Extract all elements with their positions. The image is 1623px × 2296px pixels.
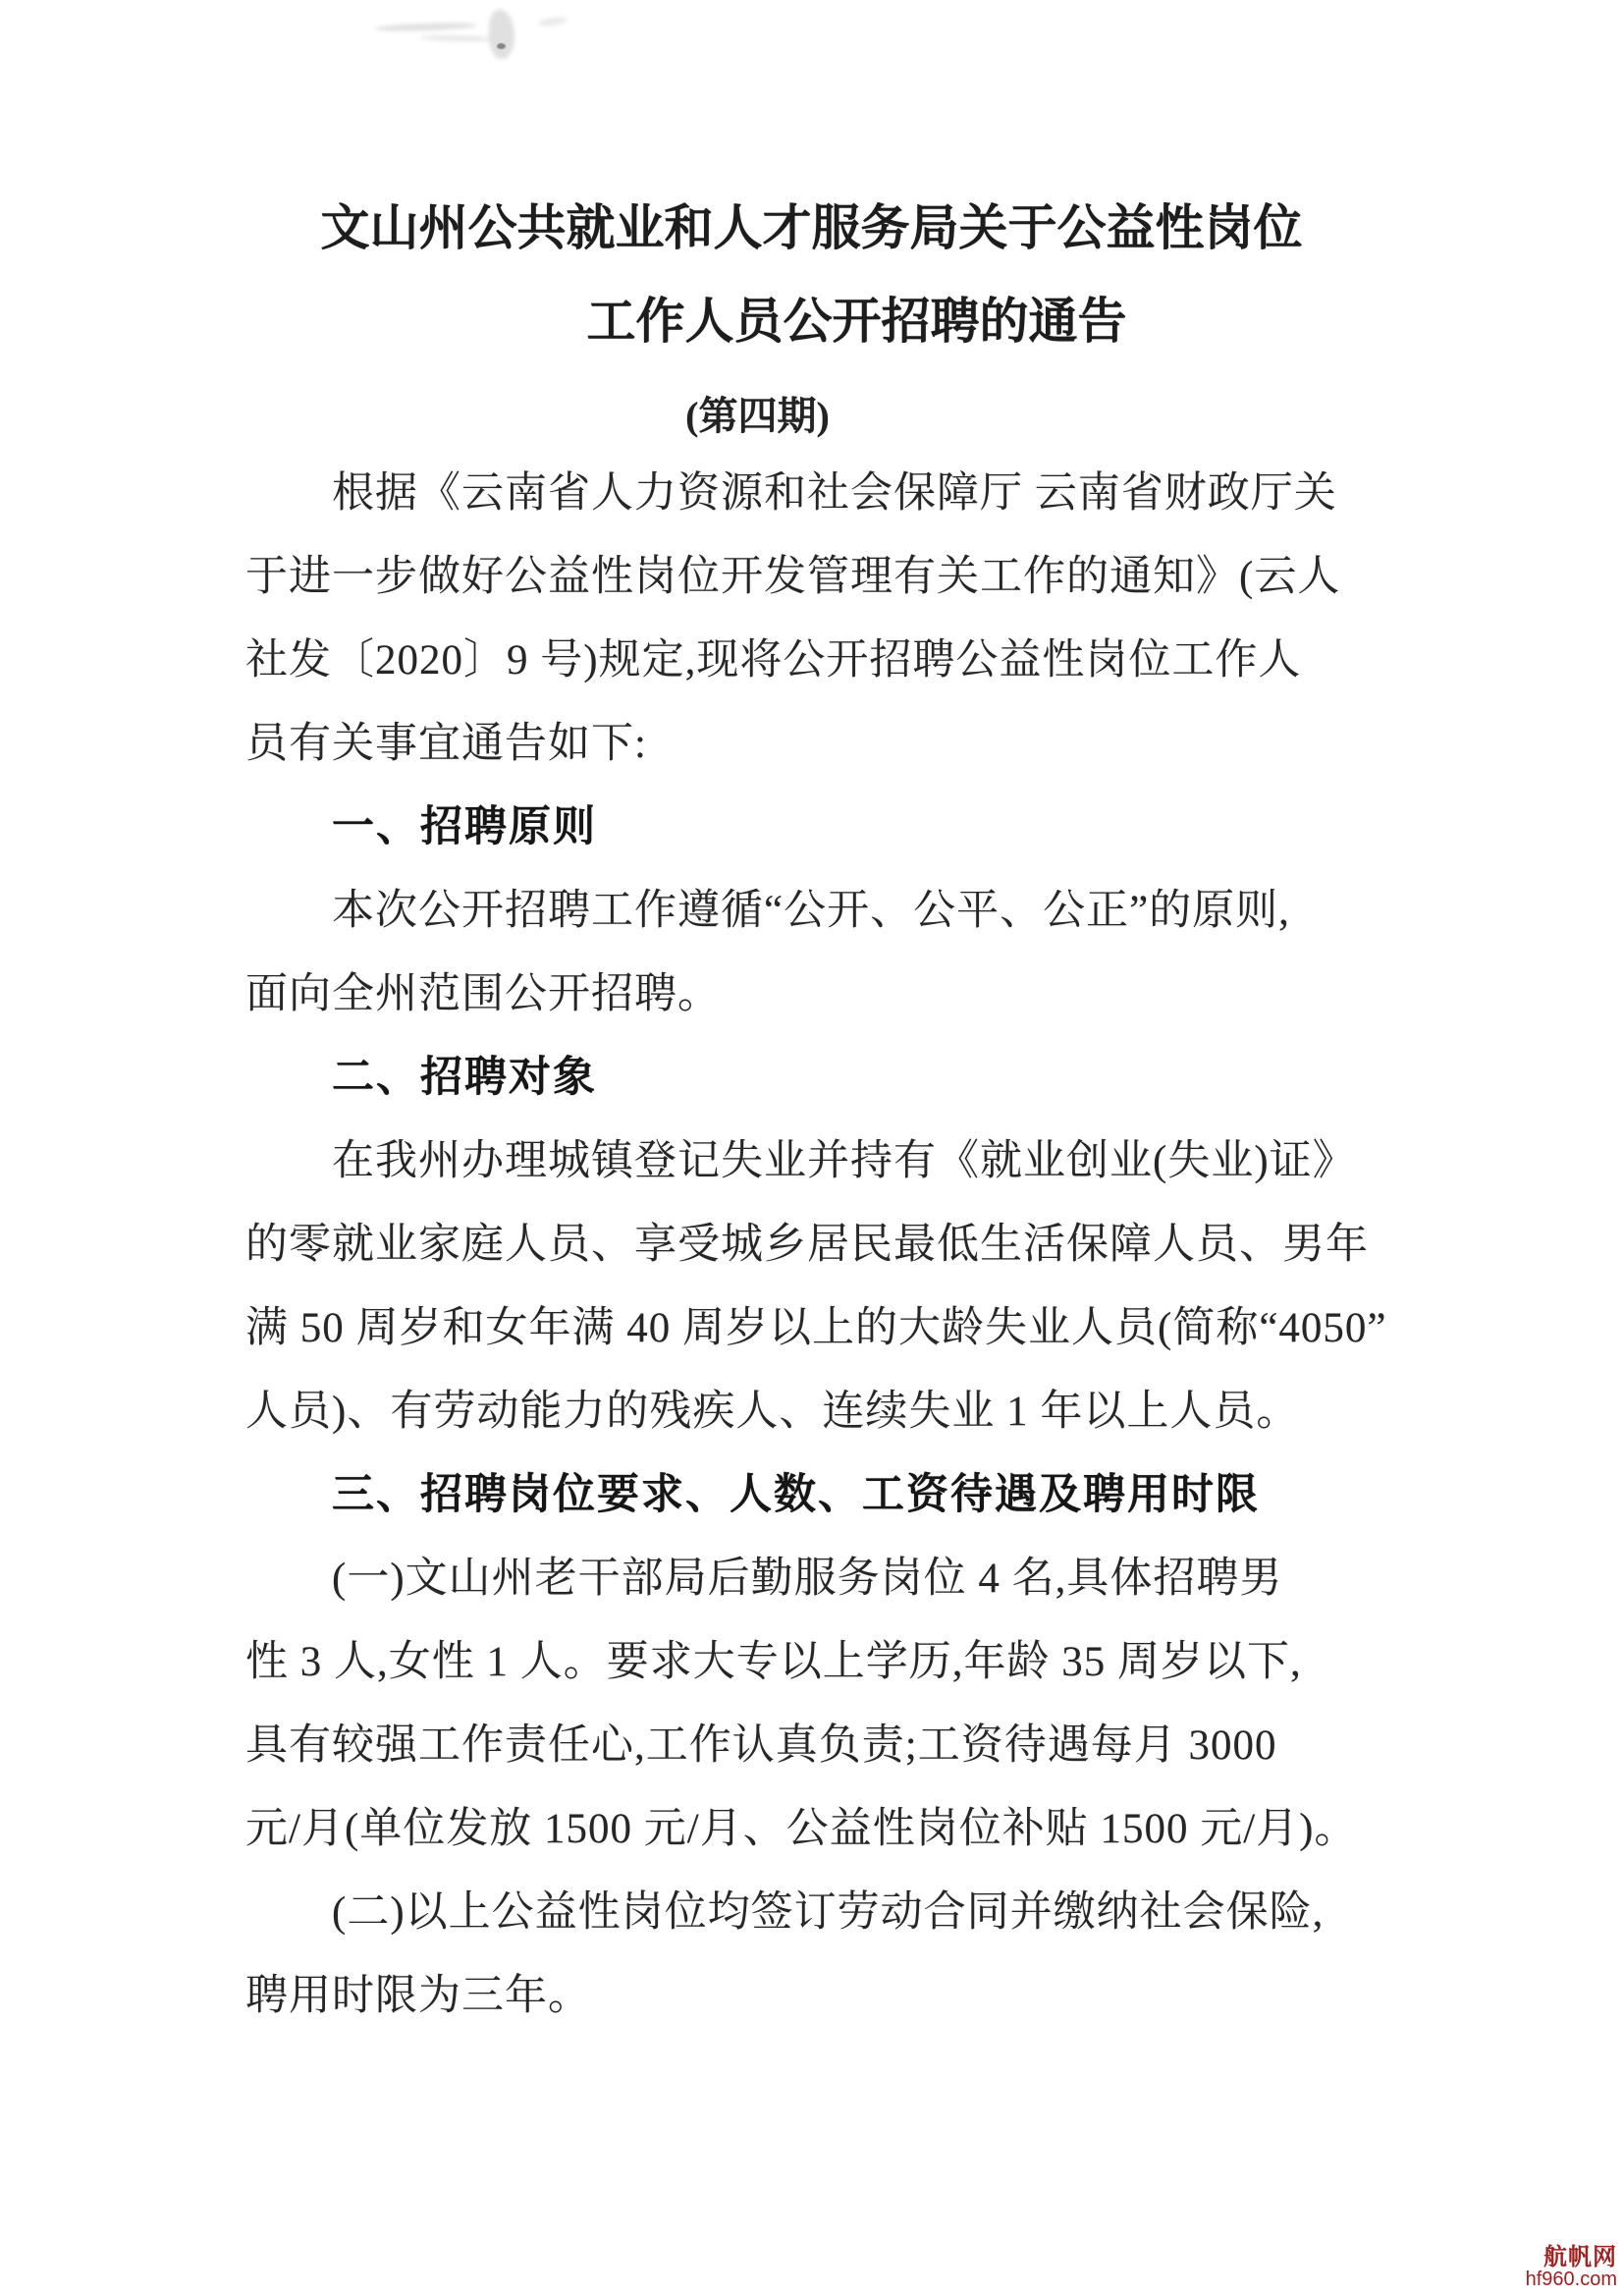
body-line: 人员)、有劳动能力的残疾人、连续失业 1 年以上人员。: [245, 1389, 1300, 1435]
body-line: 满 50 周岁和女年满 40 周岁以上的大龄失业人员(简称“4050”: [245, 1305, 1387, 1351]
document-title-line-1: 文山州公共就业和人才服务局关于公益性岗位: [320, 200, 1303, 255]
body-line: 面向全州范围公开招聘。: [245, 971, 721, 1017]
scan-smudge: [489, 10, 514, 59]
body-line: 具有较强工作责任心,工作认真负责;工资待遇每月 3000: [245, 1722, 1277, 1769]
document-title-line-2: 工作人员公开招聘的通告: [586, 294, 1127, 349]
body-line: 社发〔2020〕9 号)规定,现将公开招聘公益性岗位工作人: [245, 637, 1302, 683]
body-line: 本次公开招聘工作遵循“公开、公平、公正”的原则,: [332, 888, 1290, 934]
section-heading-3: 三、招聘岗位要求、人数、工资待遇及聘用时限: [332, 1471, 1260, 1518]
body-line: 元/月(单位发放 1500 元/月、公益性岗位补贴 1500 元/月)。: [245, 1806, 1358, 1852]
body-line: 性 3 人,女性 1 人。要求大专以上学历,年龄 35 周岁以下,: [245, 1639, 1302, 1685]
watermark-site-name: 航帆网: [1543, 2243, 1617, 2270]
body-line: 员有关事宜通告如下:: [245, 721, 647, 767]
body-line: 根据《云南省人力资源和社会保障厅 云南省财政厅关: [332, 470, 1337, 517]
body-line: 聘用时限为三年。: [245, 1973, 591, 2019]
document-body: [245, 452, 1387, 2038]
body-line: 在我州办理城镇登记失业并持有《就业创业(失业)证》: [332, 1138, 1356, 1184]
body-line: 的零就业家庭人员、享受城乡居民最低生活保障人员、男年: [245, 1222, 1369, 1268]
scan-smudge: [420, 34, 493, 42]
site-watermark: [1526, 2245, 1617, 2290]
scan-smudge: [538, 16, 568, 27]
body-line: (一)文山州老干部局后勤服务岗位 4 名,具体招聘男: [332, 1556, 1283, 1602]
section-heading-1: 一、招聘原则: [332, 803, 597, 850]
body-line: 于进一步做好公益性岗位开发管理有关工作的通知》(云人: [245, 554, 1341, 600]
scan-smudge: [375, 22, 477, 32]
body-line: (二)以上公益性岗位均签订劳动合同并缴纳社会保险,: [332, 1889, 1325, 1936]
issue-number: (第四期): [685, 394, 830, 438]
watermark-site-url: hf960.com: [1525, 2269, 1617, 2290]
section-heading-2: 二、招聘对象: [332, 1054, 597, 1101]
scan-smudge: [497, 43, 506, 49]
